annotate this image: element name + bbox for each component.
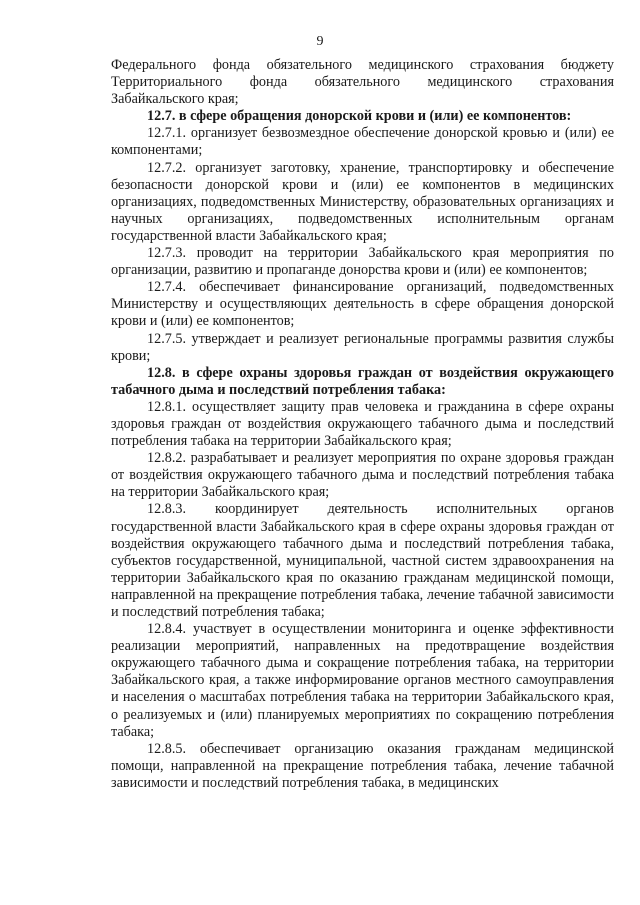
paragraph: 12.8.3. координирует деятельность исполнительных органов государственной власти Забайкальского края в сфере охраны здоровья граждан от воздействия окружающего табачного дыма и последствий потребления табака, субъектов государственной, муниципальной, частной систем здравоохранения на территории Забайкальского края по оказанию гражданам медицинской помощи, направленной на прекращение потребления табака, лечение табачной зависимости и последствий потребления табака; [111,501,614,620]
paragraph: 12.8.2. разрабатывает и реализует мероприятия по охране здоровья граждан от воздействия окружающего табачного дыма и последствий потребления табака на территории Забайкальского края; [111,450,614,501]
page-number: 9 [316,34,324,49]
paragraph: 12.8.4. участвует в осуществлении мониторинга и оценке эффективности реализации мероприятий, направленных на предотвращение воздействия окружающего табачного дыма и сокращение потребления табака, на территории Забайкальского края, а также информирование органов местного самоуправления и населения о масштабах потребления табака на территории Забайкальского края, о реализуемых и (или) планируемых мероприятиях по сокращению потребления табака; [111,621,614,740]
section-heading: 12.8. в сфере охраны здоровья граждан от воздействия окружающего табачного дыма и последствий потребления табака: [111,364,614,398]
paragraph: 12.7.2. организует заготовку, хранение, транспортировку и обеспечение безопасности донорской крови и (или) ее компонентов в медицинских организациях, подведомственных Министерству, образовательных организациях и научных организациях, подведомственных исполнительным органам государственной власти Забайкальского края; [111,159,614,244]
paragraph: 12.7.3. проводит на территории Забайкальского края мероприятия по организации, развитию и пропаганде донорства крови и (или) ее компонентов; [111,245,614,279]
paragraph: 12.7.4. обеспечивает финансирование организаций, подведомственных Министерству и осуществляющих деятельность в сфере обращения донорской крови и (или) ее компонентов; [111,279,614,330]
paragraph: 12.8.1. осуществляет защиту прав человека и гражданина в сфере охраны здоровья граждан от воздействия окружающего табачного дыма и последствий потребления табака на территории Забайкальского края; [111,398,614,450]
section-heading: 12.7. в сфере обращения донорской крови и (или) ее компонентов: [147,108,572,125]
paragraph: 12.7.1. организует безвозмездное обеспечение донорской кровью и (или) ее компонентами; [111,125,614,159]
paragraph: 12.8.5. обеспечивает организацию оказания гражданам медицинской помощи, направленной на прекращение потребления табака, лечение табачной зависимости и последствий потребления табака, в медицинских [111,740,614,791]
paragraph: Федерального фонда обязательного медицинского страхования бюджету Территориального фонда обязательного медицинского страхования Забайкальского края; [111,57,614,108]
paragraph: 12.7.5. утверждает и реализует региональные программы развития службы крови; [111,330,614,364]
document-body [111,57,614,792]
